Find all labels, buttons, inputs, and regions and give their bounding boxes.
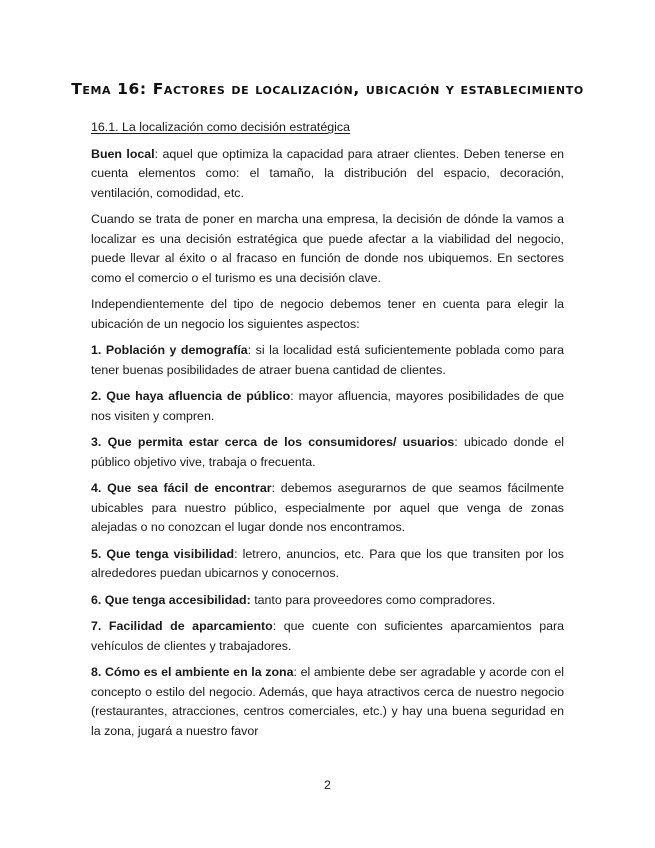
- list-item-aparcamiento: [91, 617, 564, 656]
- section-heading: 16.1. La localización como decisión estratégica: [91, 120, 350, 134]
- page-content: [91, 118, 564, 748]
- list-item-afluencia: [91, 387, 564, 426]
- page-number: 2: [324, 778, 331, 792]
- list-item-bold-term: 3. Que permita estar cerca de los consumidores/ usuarios: [91, 435, 455, 449]
- list-item-text: : debemos asegurarnos de que seamos fácilmente ubicables para nuestro público, especialmente por aquel que venga de zonas alejadas o no conozcan el lugar donde nos encontramos.: [91, 481, 564, 534]
- list-item-text: : si la localidad está suficientemente poblada como para tener buenas posibilidades de atraer buena cantidad de clientes.: [91, 343, 564, 377]
- list-item-visibilidad: [91, 545, 564, 584]
- list-item-bold-term: 8. Cómo es el ambiente en la zona: [91, 665, 294, 679]
- paragraph-intro-aspects: [91, 295, 564, 334]
- page-title: Tema 16: Factores de localización, ubicación y establecimiento: [71, 80, 584, 98]
- list-item-text: : letrero, anuncios, etc. Para que los que transiten por los alrededores puedan ubicarnos y conocernos.: [91, 546, 564, 580]
- list-item-ambiente: [91, 663, 564, 741]
- paragraph-text: Cuando se trata de poner en marcha una empresa, la decisión de dónde la vamos a localizar es una decisión estratégica que puede afectar a la viabilidad del negocio, puede llevar al éxito o al fracaso en función de donde nos ubiquemos. En sectores como el comercio o el turismo es una decisión clave.: [91, 212, 564, 285]
- list-item-poblacion: [91, 341, 564, 380]
- list-item-facil-encontrar: [91, 479, 564, 538]
- list-item-consumidores: [91, 433, 564, 472]
- list-item-text: : el ambiente debe ser agradable y acorde con el concepto o estilo del negocio. Además, que haya atractivos cerca de nuestro negocio (restaurantes, atracciones, centros comerciales, etc.) y hay una buena seguridad en la zona, jugará a nuestro favor: [91, 665, 564, 738]
- list-item-bold-term: 6. Que tenga accesibilidad:: [91, 592, 251, 607]
- list-item-bold-term: 5. Que tenga visibilidad: [91, 546, 235, 561]
- paragraph-bold-term: Buen local: [91, 146, 155, 161]
- list-item-text: : mayor afluencia, mayores posibilidades de que nos visiten y compren.: [91, 389, 565, 423]
- paragraph-buen-local: [91, 145, 564, 204]
- paragraph-intro-decision: [91, 210, 564, 288]
- list-item-accesibilidad: [91, 591, 564, 611]
- list-item-bold-term: 2. Que haya afluencia de público: [91, 389, 291, 403]
- paragraph-text: Independientemente del tipo de negocio debemos tener en cuenta para elegir la ubicación de un negocio los siguientes aspectos:: [91, 297, 564, 331]
- list-item-bold-term: 4. Que sea fácil de encontrar: [91, 481, 272, 495]
- list-item-bold-term: 7. Facilidad de aparcamiento: [91, 619, 273, 633]
- paragraph-text: : aquel que optimiza la capacidad para atraer clientes. Deben tenerse en cuenta elementos como: el tamaño, la distribución del espacio, decoración, ventilación, comodidad, etc.: [91, 146, 564, 200]
- list-item-bold-term: 1. Población y demografía: [91, 343, 248, 357]
- list-item-text: : ubicado donde el público objetivo vive, trabaja o frecuenta.: [91, 435, 564, 469]
- list-item-text: : que cuente con suficientes aparcamientos para vehículos de clientes y trabajadores.: [91, 619, 564, 653]
- list-item-text: tanto para proveedores como compradores.: [250, 592, 496, 607]
